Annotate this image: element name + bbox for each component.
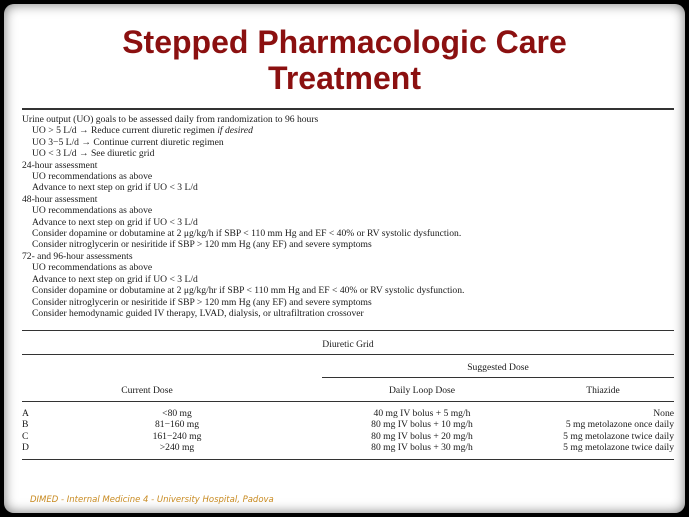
cell-loop-dose: 40 mg IV bolus + 5 mg/h <box>373 408 471 419</box>
cell-step: D <box>22 442 29 454</box>
cell-loop-dose: 80 mg IV bolus + 30 mg/h <box>371 442 473 454</box>
cell-step: B <box>22 419 29 431</box>
cell-thiazide: None <box>653 408 674 419</box>
protocol-line: 24-hour assessment <box>22 159 98 171</box>
protocol-bottom-rule <box>22 330 674 331</box>
protocol-line: 48-hour assessment <box>22 193 98 205</box>
suggested-dose-rule <box>322 377 674 378</box>
top-rule <box>22 108 674 110</box>
protocol-line: UO > 5 L/d → Reduce current diuretic regimen if desired <box>32 125 253 137</box>
cell-current-dose: >240 mg <box>159 442 195 454</box>
protocol-line: UO 3−5 L/d → Continue current diuretic regimen <box>32 136 224 148</box>
cell-current-dose: <80 mg <box>162 408 192 419</box>
header-rule <box>22 401 674 402</box>
cell-loop-dose: 80 mg IV bolus + 10 mg/h <box>371 419 473 431</box>
protocol-line: Consider dopamine or dobutamine at 2 μg/kg/hr if SBP < 110 mm Hg and EF < 40% or RV systolic dysfunction. <box>32 285 465 297</box>
protocol-line: Advance to next step on grid if UO < 3 L/d <box>32 182 198 194</box>
protocol-line: Consider nitroglycerin or nesiritide if SBP > 120 mm Hg (any EF) and severe symptoms <box>32 239 372 251</box>
cell-current-dose: 161−240 mg <box>152 430 202 442</box>
slide <box>4 4 685 513</box>
grid-title-rule <box>22 354 674 355</box>
cell-loop-dose: 80 mg IV bolus + 20 mg/h <box>371 430 473 442</box>
footer: DIMED - Internal Medicine 4 - University Hospital, Padova <box>30 495 274 505</box>
header-thiazide: Thiazide <box>586 385 620 396</box>
cell-current-dose: 81−160 mg <box>154 419 200 431</box>
slide-title-line1: Stepped Pharmacologic Care <box>122 24 567 60</box>
protocol-line: Advance to next step on grid if UO < 3 L/d <box>32 273 198 285</box>
cell-thiazide: 5 mg metolazone twice daily <box>563 442 674 454</box>
protocol-line: UO < 3 L/d → See diuretic grid <box>32 148 155 160</box>
protocol-line: Urine output (UO) goals to be assessed daily from randomization to 96 hours <box>22 114 319 125</box>
grid-title: Diuretic Grid <box>322 339 374 350</box>
protocol-line: UO recommendations as above <box>32 171 153 183</box>
protocol-line: 72- and 96-hour assessments <box>22 250 133 262</box>
protocol-line: UO recommendations as above <box>32 262 153 274</box>
cell-step: A <box>22 408 29 419</box>
protocol-line: Consider hemodynamic guided IV therapy, LVAD, dialysis, or ultrafiltration crossover <box>32 307 364 319</box>
grid-bottom-rule <box>22 459 674 460</box>
cell-thiazide: 5 mg metolazone twice daily <box>563 430 674 442</box>
cell-thiazide: 5 mg metolazone once daily <box>565 419 674 431</box>
suggested-dose-header: Suggested Dose <box>467 362 529 373</box>
protocol-line: UO recommendations as above <box>32 205 153 217</box>
protocol-text <box>22 114 672 319</box>
slide-title-line2: Treatment <box>268 60 421 96</box>
cell-step: C <box>22 430 29 442</box>
protocol-line: Advance to next step on grid if UO < 3 L/d <box>32 216 198 228</box>
protocol-line: Consider nitroglycerin or nesiritide if SBP > 120 mm Hg (any EF) and severe symptoms <box>32 296 372 308</box>
header-daily-loop-dose: Daily Loop Dose <box>388 385 456 396</box>
protocol-line: Consider dopamine or dobutamine at 2 μg/kg/h if SBP < 110 mm Hg and EF < 40% or RV systolic dysfunction. <box>32 228 462 240</box>
header-current-dose: Current Dose <box>121 385 173 396</box>
